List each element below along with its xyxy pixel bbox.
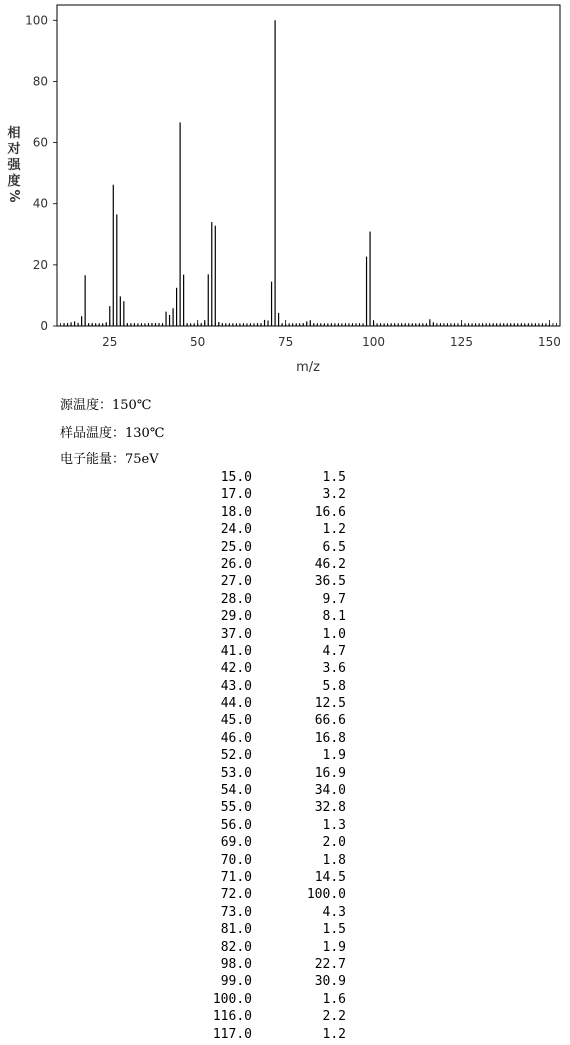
x-tick-label: 125 [450,335,473,349]
table-row [200,1026,346,1043]
table-row [200,921,346,938]
intensity-value: 66.6 [314,713,346,729]
mz-value: 15.0 [220,470,252,485]
intensity-value: 36.5 [314,574,346,590]
intensity-value: 3.6 [322,661,346,677]
peak-table [200,469,346,1043]
mz-value: 45.0 [220,713,252,729]
table-row [200,486,346,503]
intensity-value: 32.8 [314,800,346,816]
mz-value: 28.0 [220,591,252,607]
table-row [200,643,346,660]
intensity-value: 8.1 [322,609,346,625]
intensity-value: 16.8 [314,730,346,746]
mz-value: 55.0 [220,800,252,816]
x-axis-ticks [57,320,561,349]
table-row [200,817,346,834]
y-tick-label: 100 [25,13,48,28]
electron-energy-label: 电子能量： [60,452,126,467]
intensity-value: 16.9 [314,765,346,781]
mz-value: 26.0 [220,556,252,572]
table-row [200,747,346,764]
x-tick-label: 25 [102,335,118,349]
mz-value: 17.0 [220,487,252,503]
intensity-value: 12.5 [314,696,346,712]
table-row [200,730,346,747]
intensity-value: 1.3 [322,817,346,833]
mz-value: 24.0 [220,522,252,538]
intensity-value: 100.0 [306,887,346,903]
x-axis-label: m/z [296,360,320,375]
intensity-value: 4.7 [322,643,346,659]
table-row [200,712,346,729]
y-tick-label: 0 [40,319,48,333]
table-row [200,1008,346,1025]
x-tick-label: 100 [362,335,386,349]
mz-value: 116.0 [212,1009,252,1025]
table-row [200,539,346,556]
table-row [200,660,346,677]
table-row [200,608,346,625]
y-axis-ticks [25,13,57,333]
mz-value: 44.0 [220,696,252,712]
table-row [200,799,346,816]
table-row [200,591,346,608]
intensity-value: 4.3 [322,904,346,920]
table-row [200,956,346,973]
intensity-value: 6.5 [322,539,346,555]
intensity-value: 1.9 [322,748,346,764]
mz-value: 82.0 [220,939,252,955]
intensity-value: 5.8 [322,678,346,694]
table-row [200,556,346,573]
intensity-value: 1.2 [322,1026,346,1042]
intensity-value: 14.5 [314,869,346,885]
mz-value: 43.0 [220,678,252,694]
table-row [200,504,346,521]
intensity-value: 22.7 [314,956,346,972]
intensity-value: 1.2 [322,522,346,538]
intensity-value: 16.6 [314,504,346,520]
mz-value: 98.0 [220,956,252,972]
mz-value: 53.0 [220,765,252,781]
plot-frame [57,5,560,326]
mz-value: 71.0 [220,869,252,885]
table-row [200,939,346,956]
y-axis-unit: % [6,189,21,203]
electron-energy [60,448,159,467]
intensity-value: 1.9 [322,939,346,955]
y-axis-label: 相对强度 [7,126,21,189]
mz-value: 117.0 [212,1026,252,1042]
mz-value: 29.0 [220,609,252,625]
sample-temperature-label: 样品温度： [60,426,126,441]
intensity-value: 1.6 [322,991,346,1007]
mz-value: 42.0 [220,661,252,677]
table-row [200,869,346,886]
peaks-layer [64,20,549,326]
source-temperature-label: 源温度： [60,398,113,413]
sample-temperature [60,422,164,441]
mz-value: 18.0 [220,504,252,520]
table-row [200,782,346,799]
table-row [200,695,346,712]
mz-value: 54.0 [220,783,252,799]
intensity-value: 9.7 [322,591,346,607]
intensity-value: 1.8 [322,852,346,868]
mz-value: 52.0 [220,748,252,764]
table-row [200,852,346,869]
mz-value: 41.0 [220,643,252,659]
mz-value: 46.0 [220,730,252,746]
table-row [200,834,346,851]
y-tick-label: 80 [32,74,48,89]
table-row [200,521,346,538]
x-tick-label: 75 [277,335,294,349]
source-temperature-value: 150℃ [112,398,152,413]
mz-value: 73.0 [220,904,252,920]
x-tick-label: 150 [537,335,561,349]
mz-value: 56.0 [220,817,252,833]
source-temperature [60,394,151,413]
sample-temperature-value: 130℃ [125,426,165,441]
mz-value: 100.0 [212,991,252,1007]
mass-spectrum-chart [0,0,570,380]
mz-value: 69.0 [220,835,252,851]
mz-value: 70.0 [220,852,252,868]
intensity-value: 3.2 [322,487,346,503]
table-row [200,973,346,990]
table-row [200,573,346,590]
intensity-value: 2.0 [322,835,346,851]
mz-value: 81.0 [220,922,252,938]
intensity-value: 34.0 [314,783,346,799]
y-tick-label: 60 [32,135,48,150]
intensity-value: 30.9 [314,974,346,990]
mz-value: 37.0 [220,626,252,642]
intensity-value: 1.5 [322,470,346,485]
table-row [200,469,346,486]
intensity-value: 46.2 [314,556,346,572]
intensity-value: 1.0 [322,626,346,642]
electron-energy-value: 75eV [125,452,159,467]
table-row [200,678,346,695]
table-row [200,991,346,1008]
y-tick-label: 40 [32,196,48,211]
mz-value: 27.0 [220,574,252,590]
x-tick-label: 50 [190,335,206,349]
mz-value: 72.0 [220,887,252,903]
mz-value: 25.0 [220,539,252,555]
mz-value: 99.0 [220,974,252,990]
table-row [200,626,346,643]
intensity-value: 1.5 [322,922,346,938]
table-row [200,765,346,782]
intensity-value: 2.2 [322,1009,346,1025]
table-row [200,904,346,921]
table-row [200,886,346,903]
y-tick-label: 20 [32,257,48,272]
